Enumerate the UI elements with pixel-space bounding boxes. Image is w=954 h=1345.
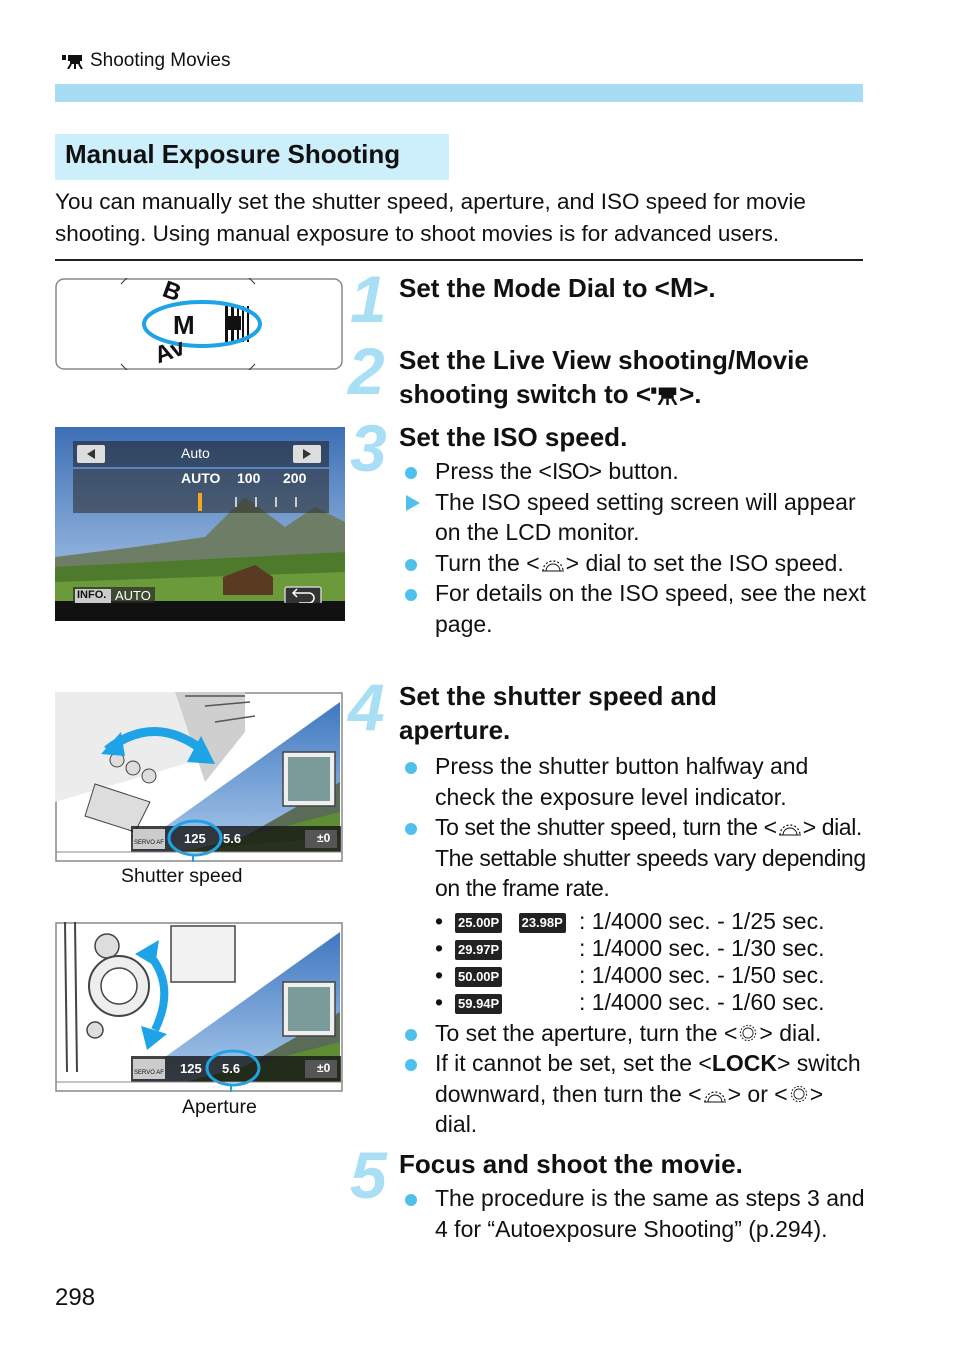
page-number: 298: [55, 1284, 96, 1311]
frame-rate-badge: 25.00P: [455, 913, 502, 933]
movie-icon: [651, 385, 679, 405]
text: > dial to set the ISO speed.: [565, 549, 844, 576]
step-1-title-pre: Set the Mode Dial to <: [399, 273, 670, 303]
text: For details on the ISO speed, see the next page.: [435, 580, 866, 637]
text: Press the <: [435, 458, 552, 484]
text: > switch downward, then turn the <: [435, 1050, 861, 1107]
quick-control-dial-icon: [788, 1082, 810, 1106]
text: > button.: [588, 458, 679, 484]
iso-screen-figure: [55, 427, 345, 621]
shutter-value: 125: [184, 831, 206, 846]
list-item: [399, 812, 869, 904]
aperture-value: 5.6: [223, 831, 242, 846]
frame-rate-range: : 1/4000 sec. - 1/25 sec.: [579, 907, 825, 934]
list-item: [399, 487, 869, 548]
section-title: Manual Exposure Shooting: [55, 134, 449, 180]
list-item: [399, 456, 869, 487]
dial-letter-m: M: [173, 310, 195, 340]
frame-rate-badge: 59.94P: [455, 994, 502, 1014]
lock-switch-symbol: LOCK: [711, 1050, 777, 1076]
step-number-5: 5: [350, 1138, 387, 1212]
movie-icon: [62, 53, 84, 69]
shutter-figure: [55, 692, 343, 862]
af-mode-label: SERVO AF: [134, 840, 164, 846]
bullet-icon: [405, 823, 417, 835]
text: Turn the <: [435, 549, 540, 576]
bullet-icon: [405, 589, 417, 601]
text: > dial.: [435, 1080, 824, 1137]
step-2-title: [399, 343, 869, 411]
step-4-title: Set the shutter speed and aperture.: [399, 681, 717, 745]
step-number-1: 1: [350, 262, 387, 336]
list-item: [399, 578, 869, 639]
frame-rate-row: • 25.00P 23.98P : 1/4000 sec. - 1/25 sec.: [435, 906, 869, 933]
list-item: [399, 751, 869, 812]
text: > dial.: [759, 1019, 822, 1046]
step-number-3: 3: [350, 411, 387, 485]
text: The procedure is the same as steps 3 and 4 for “Autoexposure Shooting” (p.294).: [435, 1185, 865, 1242]
frame-rate-row: • 29.97P : 1/4000 sec. - 1/30 sec.: [435, 933, 869, 960]
info-auto-value: AUTO: [115, 588, 151, 603]
result-arrow-icon: [406, 495, 420, 511]
header-bar: [55, 84, 863, 102]
frame-rate-badge: 23.98P: [519, 913, 566, 933]
main-dial-icon: [540, 551, 566, 575]
exposure-comp-value: ±0: [317, 1061, 331, 1075]
bullet-icon: [405, 1029, 417, 1041]
frame-rate-row: • 50.00P : 1/4000 sec. - 1/50 sec.: [435, 960, 869, 987]
step-3-title: Set the ISO speed.: [399, 422, 628, 452]
af-mode-label: SERVO AF: [134, 1070, 164, 1076]
mode-m-symbol: M: [669, 272, 694, 303]
iso-value-100: 100: [237, 470, 261, 486]
quick-control-dial-icon: [737, 1021, 759, 1045]
iso-value-auto: AUTO: [181, 470, 221, 486]
bullet-icon: [405, 1194, 417, 1206]
dial-letter-av: Av: [151, 333, 189, 370]
step-5-block: [399, 1147, 869, 1244]
text: > dial. The settable shutter speeds vary depending on the frame rate.: [435, 814, 866, 901]
aperture-value: 5.6: [222, 1061, 241, 1076]
main-dial-icon: [702, 1082, 728, 1106]
step-5-title: Focus and shoot the movie.: [399, 1149, 743, 1179]
dial-letter-b: B: [159, 275, 185, 308]
step-2-title-post: >.: [679, 379, 702, 409]
step-4-block: [399, 679, 869, 1140]
section-intro: You can manually set the shutter speed, aperture, and ISO speed for movie shooting. Using manual exposure to shoot movies is for advanced users.: [55, 189, 806, 246]
caption-aperture: Aperture: [182, 1096, 257, 1118]
shutter-value: 125: [180, 1061, 202, 1076]
text: To set the aperture, turn the <: [435, 1019, 738, 1046]
header-label: Shooting Movies: [90, 50, 231, 71]
frame-rate-range: : 1/4000 sec. - 1/30 sec.: [579, 934, 825, 961]
info-button-label: INFO.: [77, 589, 107, 601]
list-item: [399, 1018, 869, 1049]
bullet-icon: [405, 559, 417, 571]
step-1-title-post: >.: [693, 273, 716, 303]
step-number-4: 4: [348, 670, 385, 744]
step-number-2: 2: [348, 334, 385, 408]
step-1-title: [399, 271, 869, 305]
running-header: [62, 50, 230, 72]
divider: [55, 259, 863, 261]
text: If it cannot be set, set the <: [435, 1050, 712, 1076]
bullet-icon: [405, 1059, 417, 1071]
frame-rate-badge: 29.97P: [455, 940, 502, 960]
text: Press the shutter button halfway and check the exposure level indicator.: [435, 753, 809, 810]
aperture-figure: [55, 922, 343, 1092]
iso-button-symbol: ISO: [551, 458, 589, 484]
frame-rate-range: : 1/4000 sec. - 1/60 sec.: [579, 988, 825, 1015]
bullet-icon: [405, 467, 417, 479]
frame-rate-badge: 50.00P: [455, 967, 502, 987]
step-2-title-pre: Set the Live View shooting/Movie shooting switch to <: [399, 345, 809, 409]
list-item: [399, 1183, 869, 1244]
exposure-comp-value: ±0: [317, 831, 331, 845]
list-item: [399, 548, 869, 579]
caption-shutter-speed: Shutter speed: [121, 865, 243, 887]
main-dial-icon: [777, 815, 803, 839]
frame-rate-row: • 59.94P : 1/4000 sec. - 1/60 sec.: [435, 987, 869, 1014]
frame-rate-range: : 1/4000 sec. - 1/50 sec.: [579, 961, 825, 988]
iso-auto-label: Auto: [181, 445, 210, 461]
frame-rate-list: [399, 906, 869, 1014]
step-3-block: [399, 420, 869, 639]
text: To set the shutter speed, turn the <: [435, 814, 777, 840]
list-item: [399, 1048, 869, 1140]
mode-dial-figure: [55, 275, 343, 370]
text: > or <: [727, 1080, 788, 1107]
bullet-icon: [405, 762, 417, 774]
text: The ISO speed setting screen will appear on the LCD monitor.: [435, 488, 856, 545]
iso-value-200: 200: [283, 470, 307, 486]
